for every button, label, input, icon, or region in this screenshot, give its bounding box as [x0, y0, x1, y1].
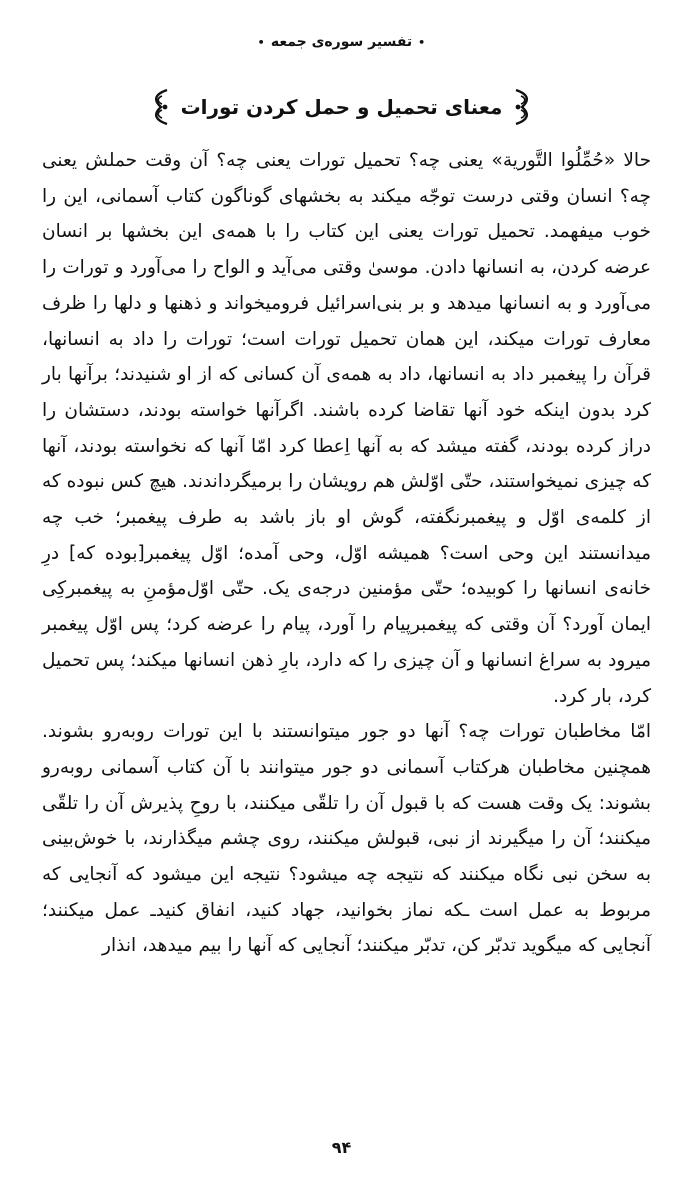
ornament-right-icon — [512, 88, 534, 126]
running-header — [0, 34, 683, 50]
section-title: معنای تحمیل و حمل کردن تورات — [180, 95, 503, 119]
running-title: تفسیر سوره‌ی جمعه — [270, 34, 413, 50]
paragraph-2: امّا مخاطبان تورات چه؟ آنها دو جور میتوانستند با این تورات روبه‌رو بشوند. همچنین مخاطبان هرکتاب آسمانی دو جور میتوانند با آن کتاب آسمانی روبه‌رو بشوند: یک وقت هست که با قبول آن را تلقّی میکنند، با روحِ پذیرش آن را تلقّی میکنند؛ آن را میگیرند از نبی، قبولش میکنند، روی چشم میگذارند، با خوش‌بینی به سخن نبی نگاه میکنند که نتیجه چه میشود؟ نتیجه این میشود که آنجایی که مربوط به عمل است ـکه نماز بخوانید، جهاد کنید، انفاق کنیدـ عمل میکنند؛ آنجایی که میگوید تدبّر کن، تدبّر میکنند؛ آنجایی که آنها را بیم میدهد، انذار — [42, 721, 651, 957]
page-number: ۹۴ — [331, 1138, 352, 1157]
ornament-left-icon — [149, 88, 171, 126]
section-heading — [0, 88, 683, 130]
header-bullet-right: • — [418, 35, 426, 49]
body-text — [42, 143, 651, 964]
header-bullet-left: • — [257, 35, 265, 49]
paragraph-1: حالا «حُمِّلُوا التَّورية» یعنی چه؟ تحمیل تورات یعنی چه؟ آن وقت حملش یعنی چه؟ انسان وقتی درست توجّه میکند به بخشهای گوناگون کتاب آسمانی، این را خوب میفهمد. تحمیل تورات یعنی این کتاب را با همه‌ی این بخشها بر انسان عرضه کردن، به انسانها دادن. موسیٰ وقتی می‌آید و الواح را می‌آورد و تورات را می‌آورد و به انسانها میدهد و بر بنی‌اسرائیل فرومیخواند و ذهنها و دلها را ظرف معارف تورات میکند، این همان تحمیل تورات است؛ تورات را داد به انسانها، قرآن را پیغمبر داد به انسانها، داد به همه‌ی آن کسانی که از او شنیدند؛ برآنها بار کرد بدون اینکه خود آنها تقاضا کرده باشند. اگرآنها خواسته بودند، دستشان را دراز کرده بودند، گفته میشد که به آنها اِعطا کرد امّا آنها که نخواسته بودند، آنها که چیزی نمیخواستند، حتّی اوّلش هم رویشان را برمیگرداندند. هیچ کس نبوده که از کلمه‌ی اوّل و پیغمبرنگفته، گوش او باز باشد به طرف پیغمبر؛ خب چه میدانستند این وحی است؟ همیشه اوّل، وحی آمده؛ اوّل پیغمبر[بوده که] درِ خانه‌ی انسانها را کوبیده؛ حتّی مؤمنین درجه‌ی یک. حتّی اوّل‌مؤمنِ به پیغمبرکِی ایمان آورد؟ آن وقتی که پیغمبرپیام را آورد، پیام را عرضه کرد؛ پس اوّل پیغمبر میرود به سراغ انسانها و آن چیزی را که دارد، بارِ ذهن انسانها میکند؛ پس تحمیل کرد، بار کرد. — [42, 150, 651, 707]
